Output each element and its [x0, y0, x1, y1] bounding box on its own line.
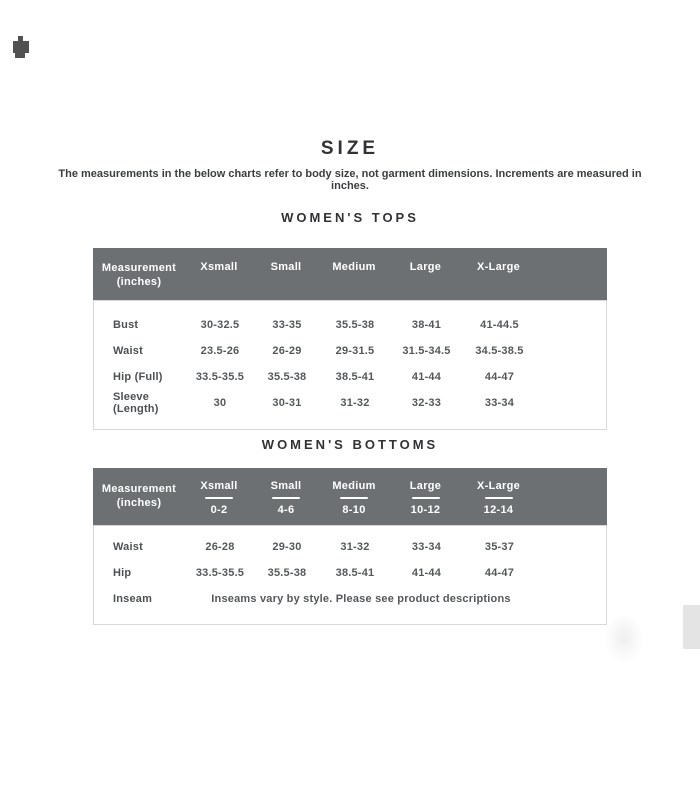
tops-header-small: Small [270, 261, 302, 273]
size-divider-rule [205, 497, 233, 499]
tops-header-xlarge: X-Large [476, 261, 521, 273]
size-name: Large [409, 480, 442, 492]
tops-table-header [93, 248, 607, 300]
size-range: 0-2 [210, 504, 228, 516]
tops-header-medium: Medium [332, 261, 376, 273]
cell-value: 23.5-26 [200, 345, 240, 357]
bottoms-section-title: WOMEN'S BOTTOMS [261, 437, 439, 452]
cell-value: 31-32 [340, 397, 370, 409]
cell-value: 31.5-34.5 [402, 345, 451, 357]
cell-value: 38.5-41 [335, 371, 375, 383]
cell-value: 30-32.5 [200, 319, 240, 331]
size-divider-rule [340, 497, 368, 499]
cell-value: 26-29 [272, 345, 302, 357]
edge-smudge [604, 612, 644, 664]
size-range: 8-10 [342, 504, 366, 516]
cell-value: 29-30 [272, 541, 302, 553]
cell-value: 33-35 [272, 319, 302, 331]
cell-value: 35.5-38 [267, 371, 307, 383]
size-divider-rule [272, 497, 300, 499]
cell-value: 33-34 [411, 541, 442, 553]
tops-header-filler [535, 248, 607, 260]
size-range: 10-12 [410, 504, 441, 516]
cell-value: 30 [213, 397, 227, 409]
cell-value: 35-37 [484, 541, 515, 553]
cell-value: 32-33 [411, 397, 442, 409]
size-divider-rule [485, 497, 513, 499]
row-label: Inseam [113, 593, 153, 605]
cell-value: 38-41 [411, 319, 442, 331]
row-label: Hip (Full) [113, 371, 163, 383]
womens-bottoms-table [93, 468, 607, 625]
table-row-inseam [94, 586, 606, 612]
size-divider-rule [412, 497, 440, 499]
table-row [94, 560, 606, 586]
cell-value: 31-32 [340, 541, 370, 553]
cell-value: 38.5-41 [335, 567, 375, 579]
cell-value: 34.5-38.5 [475, 345, 524, 357]
cell-value: 35.5-38 [267, 567, 307, 579]
bottoms-table-header [93, 468, 607, 525]
row-label: Sleeve (Length) [113, 391, 159, 415]
row-label: Waist [113, 345, 143, 357]
cell-value: 33.5-35.5 [195, 567, 245, 579]
cell-value: 29-31.5 [335, 345, 375, 357]
cell-value: 30-31 [272, 397, 302, 409]
cell-value: 41-44 [411, 371, 442, 383]
womens-tops-table [93, 248, 607, 430]
table-row [94, 390, 606, 416]
tops-table-body [93, 300, 607, 430]
size-name: X-Large [476, 480, 521, 492]
table-row [94, 364, 606, 390]
cell-value: 41-44.5 [480, 319, 519, 331]
right-edge-strip [683, 605, 700, 649]
tops-header-xsmall: Xsmall [200, 261, 238, 273]
cell-value: 26-28 [205, 541, 235, 553]
page-subtitle: The measurements in the below charts refer to body size, not garment dimensions. Increments are measured in inches. [58, 168, 642, 192]
cell-value: 44-47 [484, 371, 515, 383]
cell-value: 44-47 [484, 567, 515, 579]
tops-header-measurement [93, 248, 185, 289]
bottoms-header-medium [319, 468, 389, 517]
row-label: Hip [113, 567, 132, 579]
inseam-note: Inseams vary by style. Please see product descriptions [211, 593, 511, 605]
size-range: 4-6 [277, 504, 295, 516]
bottoms-header-xlarge [462, 468, 535, 517]
bottoms-header-filler [535, 468, 607, 479]
cell-value: 35.5-38 [335, 319, 375, 331]
measurement-label-line1: Measurement [101, 262, 177, 274]
measurement-label-line2: (inches) [116, 497, 162, 509]
measurement-label-line2: (inches) [116, 276, 162, 288]
row-label: Waist [113, 541, 143, 553]
bottoms-header-measurement [93, 468, 185, 510]
watermark-mark-icon [11, 34, 31, 60]
cell-value: 41-44 [411, 567, 442, 579]
table-row [94, 312, 606, 338]
table-row [94, 534, 606, 560]
measurement-label-line1: Measurement [101, 483, 177, 495]
size-name: Medium [332, 480, 376, 492]
bottoms-header-small [253, 468, 319, 517]
size-range: 12-14 [483, 504, 514, 516]
size-name: Xsmall [200, 480, 238, 492]
row-label: Bust [113, 319, 139, 331]
bottoms-table-body [93, 525, 607, 625]
cell-value: 33-34 [484, 397, 515, 409]
bottoms-header-large [389, 468, 462, 517]
tops-header-large: Large [409, 261, 442, 273]
bottoms-header-xsmall [185, 468, 253, 517]
tops-section-title: WOMEN'S TOPS [281, 210, 419, 225]
page-title: SIZE [320, 138, 380, 159]
cell-value: 33.5-35.5 [195, 371, 245, 383]
table-row [94, 338, 606, 364]
size-name: Small [270, 480, 302, 492]
